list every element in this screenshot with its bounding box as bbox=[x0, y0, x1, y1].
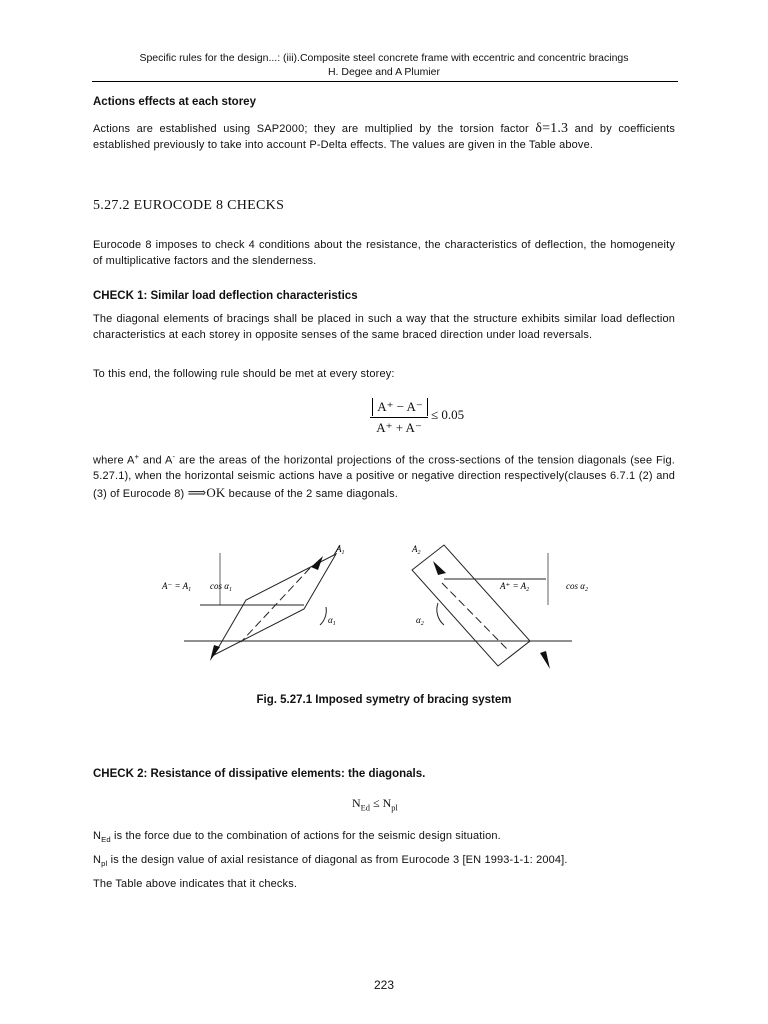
right-arrow-down bbox=[540, 651, 550, 669]
formula-limit: ≤ 0.05 bbox=[431, 407, 465, 422]
check1-heading: CHECK 1: Similar load deflection characteristics bbox=[93, 290, 358, 302]
eurocode-intro: Eurocode 8 imposes to check 4 conditions about the resistance, the characteristics of deflection, the homogeneity of multiplicative factors and the slenderness. bbox=[93, 239, 675, 267]
label-left-cos: $\cos \alpha_1$ bbox=[210, 581, 232, 593]
check2-conclusion: The Table above indicates that it checks. bbox=[93, 878, 298, 890]
label-alpha1: $\alpha_1$ bbox=[328, 615, 336, 627]
torsion-factor: δ=1.3 bbox=[535, 121, 569, 136]
left-angle-arc bbox=[320, 607, 326, 625]
check1-rule-intro: To this end, the following rule should be met at every storey: bbox=[93, 368, 395, 380]
check1-paragraph: The diagonal elements of bracings shall be placed in such a way that the structure exhibits similar load deflection characteristics at each storey in opposite senses of the same braced direction under load reversals. bbox=[93, 313, 675, 341]
right-section-box bbox=[412, 545, 530, 666]
figure-caption: Fig. 5.27.1 Imposed symetry of bracing system bbox=[256, 694, 512, 706]
resistance-formula: $N_{Ed} \le N_{pl}$ bbox=[352, 796, 398, 813]
header-authors: H. Degee and A Plumier bbox=[327, 66, 441, 78]
implies-ok: ⟹OK bbox=[187, 484, 226, 500]
check1-definition: where A+ and A- are the areas of the horizontal projections of the cross-sections of the tension diagonals (see Fig. 5.27.1), when the horizontal seismic actions have a positive or negative direction respectively(clauses 6.7.1 (2) and (3) of Eurocode 8) ⟹OK because of the 2 same diagonals. bbox=[93, 452, 675, 500]
actions-heading: Actions effects at each storey bbox=[93, 96, 256, 108]
header-rule bbox=[92, 81, 678, 82]
check2-heading: CHECK 2: Resistance of dissipative elements: the diagonals. bbox=[93, 768, 426, 780]
formula-denominator: A⁺ + A⁻ bbox=[376, 420, 422, 435]
right-angle-arc bbox=[437, 603, 444, 625]
bracing-figure bbox=[150, 525, 630, 675]
label-A1: $A_1$ bbox=[336, 544, 345, 556]
left-arrow-up bbox=[311, 556, 323, 570]
right-diagonal bbox=[412, 545, 548, 666]
header-title: Specific rules for the design...: (iii).Composite steel concrete frame with eccentric and concentric bracings bbox=[139, 52, 629, 64]
ned-definition: $N_{Ed}$ is the force due to the combination of actions for the seismic design situation. bbox=[93, 830, 501, 845]
label-right-cos: $\cos \alpha_2$ bbox=[566, 581, 588, 593]
npl-definition: $N_{pl}$ is the design value of axial resistance of diagonal as from Eurocode 3 [EN 1993-1-1: 2004]. bbox=[93, 854, 568, 869]
symmetry-formula bbox=[370, 394, 490, 440]
page-number: 223 bbox=[373, 978, 395, 992]
actions-paragraph: Actions are established using SAP2000; they are multiplied by the torsion factor δ=1.3 and by coefficients established previously to take into account P-Delta effects. The values are given in the Table above. bbox=[93, 121, 675, 151]
label-right-projection: $A^+ = A_2$ bbox=[500, 581, 530, 593]
formula-numerator: A⁺ − A⁻ bbox=[372, 398, 428, 416]
right-arrow-up bbox=[433, 561, 446, 575]
label-left-projection: $A^- = A_1$ bbox=[162, 581, 192, 593]
label-A2: $A_2$ bbox=[412, 544, 421, 556]
running-header bbox=[92, 51, 676, 79]
section-heading: 5.27.2 EUROCODE 8 CHECKS bbox=[93, 198, 285, 213]
formula-fraction-bar bbox=[370, 417, 428, 418]
label-alpha2: $\alpha_2$ bbox=[416, 615, 424, 627]
